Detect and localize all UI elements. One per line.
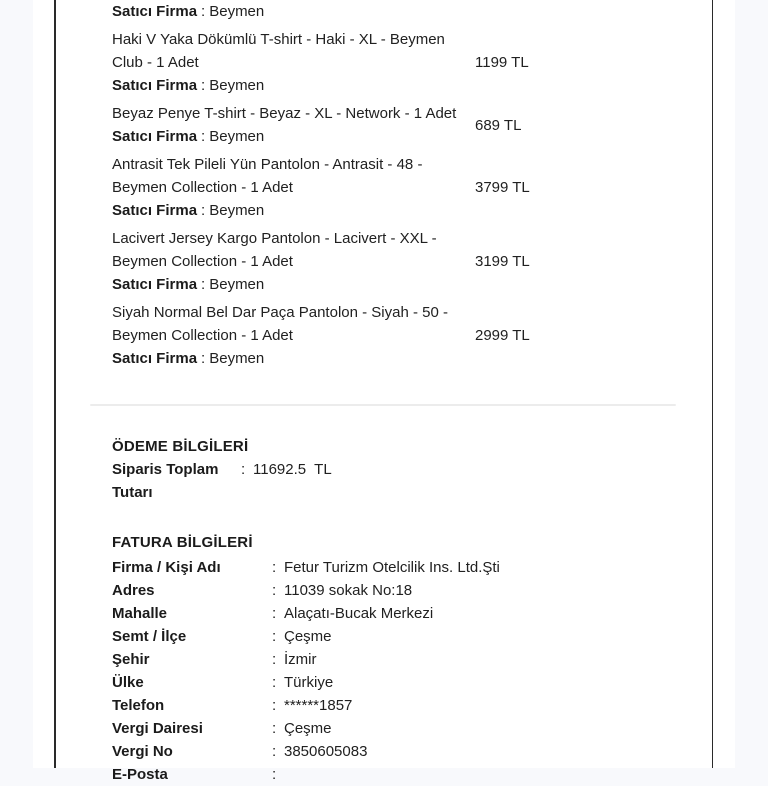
invoice-row-neighborhood: Mahalle : Alaçatı-Bucak Merkezi <box>112 602 710 625</box>
separator: : <box>201 3 206 20</box>
separator: : <box>201 350 206 367</box>
product-seller <box>112 0 710 23</box>
product-price: 689 TL <box>475 116 522 134</box>
product-item <box>112 227 710 296</box>
invoice-section <box>112 531 710 786</box>
separator: : <box>272 720 277 737</box>
seller-label: Satıcı Firma <box>112 276 198 293</box>
separator: : <box>272 605 277 622</box>
separator: : <box>272 651 277 668</box>
seller-value: Beymen <box>209 276 265 293</box>
invoice-rows <box>112 556 710 786</box>
separator: : <box>272 559 277 576</box>
seller-label: Satıcı Firma <box>112 128 198 145</box>
product-item <box>112 301 710 370</box>
order-total-row <box>112 458 710 504</box>
product-price: 1199 TL <box>475 54 529 71</box>
payment-section <box>112 435 710 504</box>
invoice-row-email: E-Posta : <box>112 763 710 786</box>
separator: : <box>272 674 277 691</box>
product-price: 2999 TL <box>475 327 530 344</box>
separator: : <box>201 276 206 293</box>
separator: : <box>272 743 277 760</box>
seller-label: Satıcı Firma <box>112 350 198 367</box>
product-seller <box>112 273 475 296</box>
product-price: 3199 TL <box>475 253 530 270</box>
seller-value: Beymen <box>209 202 265 219</box>
product-description: Beyaz Penye T-shirt - Beyaz - XL - Network - 1 Adet <box>112 105 457 122</box>
product-price: 3799 TL <box>475 179 530 196</box>
order-detail-content <box>56 0 710 783</box>
invoice-row-company: Firma / Kişi Adı : Fetur Turizm Otelcilik Ins. Ltd.Şti <box>112 556 710 579</box>
separator: : <box>272 697 277 714</box>
order-total-value: 11692.5 TL <box>253 461 332 478</box>
payment-section-title: ÖDEME BİLGİLERİ <box>112 438 249 455</box>
product-item <box>112 153 710 222</box>
invoice-row-city: Şehir : İzmir <box>112 648 710 671</box>
product-description: Haki V Yaka Dökümlü T-shirt - Haki - XL - Beymen Club - 1 Adet <box>112 31 445 71</box>
seller-label: Satıcı Firma <box>112 202 198 219</box>
separator: : <box>272 766 277 783</box>
invoice-row-address: Adres : 11039 sokak No:18 <box>112 579 710 602</box>
seller-label: Satıcı Firma <box>112 77 198 94</box>
invoice-row-district: Semt / İlçe : Çeşme <box>112 625 710 648</box>
product-item <box>112 102 710 148</box>
separator: : <box>272 582 277 599</box>
product-item <box>112 28 710 97</box>
separator: : <box>201 77 206 94</box>
seller-value: Beymen <box>209 350 265 367</box>
order-total-label: Siparis Toplam Tutarı <box>112 461 219 501</box>
invoice-row-tax-office: Vergi Dairesi : Çeşme <box>112 717 710 740</box>
seller-value: Beymen <box>209 77 265 94</box>
seller-value: Beymen <box>209 3 265 20</box>
product-description: Antrasit Tek Pileli Yün Pantolon - Antrasit - 48 - Beymen Collection - 1 Adet <box>112 156 423 196</box>
seller-value: Beymen <box>209 128 265 145</box>
product-seller <box>112 199 475 222</box>
product-seller <box>112 125 475 148</box>
product-description: Lacivert Jersey Kargo Pantolon - Lacivert - XXL - Beymen Collection - 1 Adet <box>112 230 437 270</box>
separator: : <box>272 628 277 645</box>
invoice-row-tax-no: Vergi No : 3850605083 <box>112 740 710 763</box>
separator: : <box>201 128 206 145</box>
page-border-right <box>712 0 714 768</box>
separator: : <box>201 202 206 219</box>
product-seller <box>112 347 475 370</box>
product-seller <box>112 74 475 97</box>
invoice-row-country: Ülke : Türkiye <box>112 671 710 694</box>
seller-label: Satıcı Firma <box>112 3 198 20</box>
invoice-section-title: FATURA BİLGİLERİ <box>112 534 253 551</box>
product-description: Siyah Normal Bel Dar Paça Pantolon - Siyah - 50 - Beymen Collection - 1 Adet <box>112 304 448 344</box>
invoice-row-phone: Telefon : ******1857 <box>112 694 710 717</box>
separator: : <box>241 461 246 478</box>
